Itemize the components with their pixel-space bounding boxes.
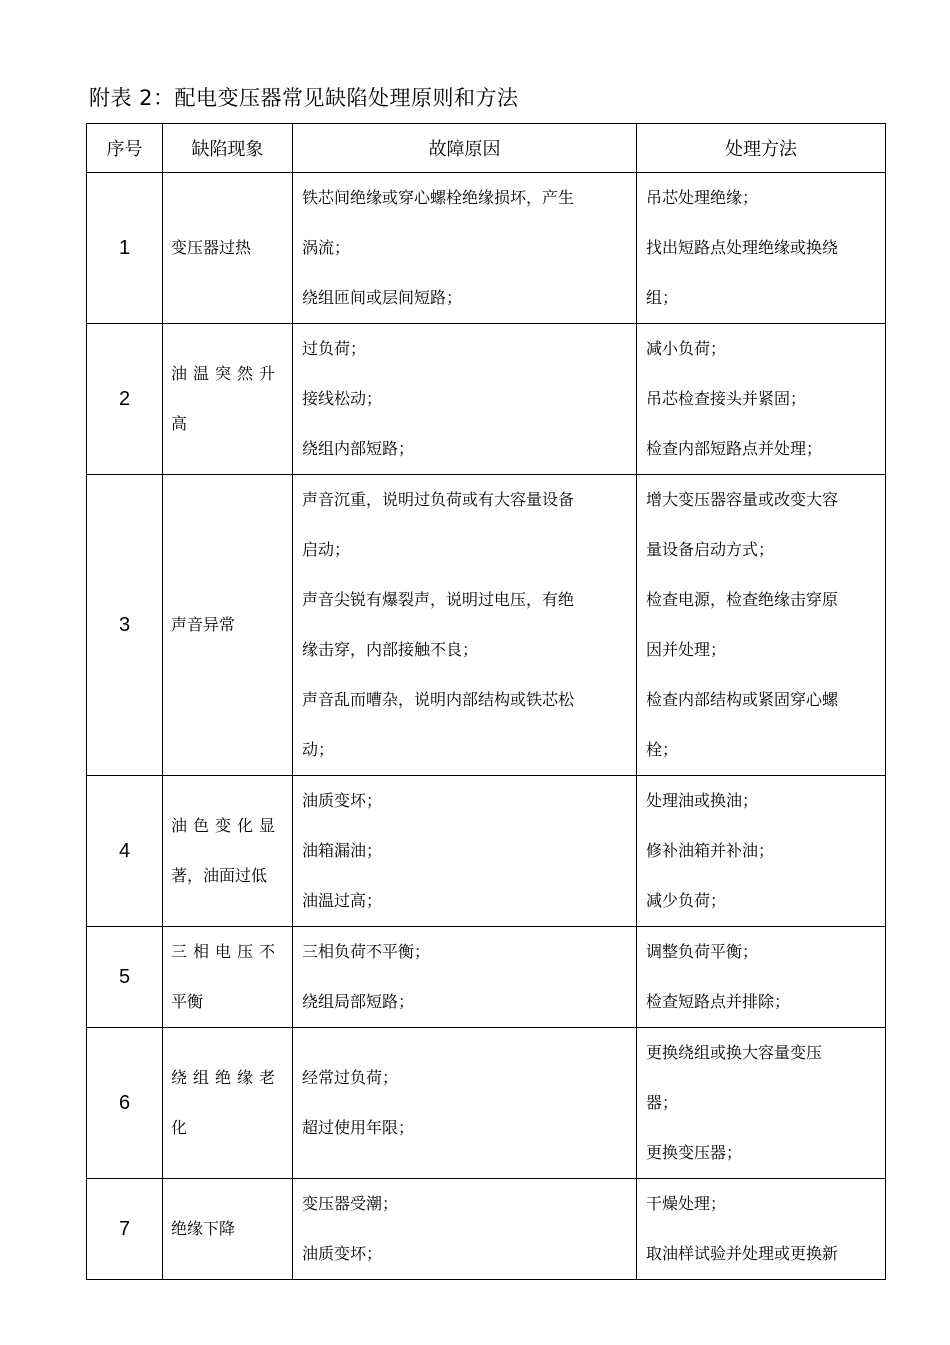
cause-line: 缘击穿，内部接触不良； <box>302 640 479 659</box>
method-line: 栓； <box>646 740 679 759</box>
cause-cell <box>293 173 637 324</box>
defect-table <box>86 123 886 1280</box>
cause-line: 超过使用年限； <box>302 1118 415 1137</box>
table-row <box>87 475 886 776</box>
cause-line: 涡流； <box>302 238 351 257</box>
method-line: 吊芯检查接头并紧固； <box>646 389 807 408</box>
table-row <box>87 776 886 927</box>
row-number: 2 <box>87 324 163 475</box>
method-line: 检查电源，检查绝缘击穿原 <box>646 590 839 609</box>
cause-line: 绕组局部短路； <box>302 992 415 1011</box>
method-line: 减小负荷； <box>646 339 727 358</box>
method-line: 减少负荷； <box>646 891 727 910</box>
row-number: 4 <box>87 776 163 927</box>
row-number: 5 <box>87 927 163 1028</box>
cause-line: 声音尖锐有爆裂声，说明过电压，有绝 <box>302 590 575 609</box>
row-number: 1 <box>87 173 163 324</box>
symptom-line: 绝缘下降 <box>171 1219 236 1238</box>
method-cell <box>637 1179 886 1280</box>
page-title: 附表 2：配电变压器常见缺陷处理原则和方法 <box>89 86 519 110</box>
method-line: 调整负荷平衡； <box>646 942 759 961</box>
method-line: 因并处理； <box>646 640 727 659</box>
method-line: 修补油箱并补油； <box>646 841 775 860</box>
table-row <box>87 1028 886 1179</box>
method-line: 量设备启动方式； <box>646 540 775 559</box>
symptom-cell <box>163 173 293 324</box>
table-row <box>87 324 886 475</box>
method-line: 增大变压器容量或改变大容 <box>646 490 839 509</box>
symptom-cell <box>163 1179 293 1280</box>
method-line: 找出短路点处理绝缘或换绕 <box>646 238 839 257</box>
symptom-line: 油温突然升 <box>171 364 282 383</box>
cause-line: 绕组匝间或层间短路； <box>302 288 463 307</box>
cause-line: 变压器受潮； <box>302 1194 399 1213</box>
cause-line: 接线松动； <box>302 389 383 408</box>
header-method: 处理方法 <box>637 124 886 173</box>
method-cell <box>637 475 886 776</box>
symptom-line: 声音异常 <box>171 615 236 634</box>
method-line: 检查内部结构或紧固穿心螺 <box>646 690 839 709</box>
symptom-line: 变压器过热 <box>171 238 252 257</box>
symptom-line: 绕组绝缘老 <box>171 1068 282 1087</box>
cause-line: 油质变坏； <box>302 1244 383 1263</box>
cause-cell <box>293 927 637 1028</box>
cause-line: 经常过负荷； <box>302 1068 399 1087</box>
method-line: 取油样试验并处理或更换新 <box>646 1244 839 1263</box>
cause-line: 声音乱而嘈杂，说明内部结构或铁芯松 <box>302 690 575 709</box>
cause-cell <box>293 475 637 776</box>
method-cell <box>637 1028 886 1179</box>
symptom-line: 油色变化显 <box>171 816 282 835</box>
symptom-line: 三相电压不 <box>171 942 282 961</box>
header-symptom: 缺陷现象 <box>163 124 293 173</box>
table-row <box>87 1179 886 1280</box>
symptom-line: 平衡 <box>171 992 204 1011</box>
cause-cell <box>293 1179 637 1280</box>
symptom-line: 著，油面过低 <box>171 866 268 885</box>
cause-line: 油质变坏； <box>302 791 383 810</box>
method-cell <box>637 173 886 324</box>
symptom-cell <box>163 475 293 776</box>
symptom-line: 高 <box>171 414 188 433</box>
table-header-row <box>87 124 886 173</box>
method-cell <box>637 324 886 475</box>
method-line: 更换变压器； <box>646 1143 743 1162</box>
method-line: 吊芯处理绝缘； <box>646 188 759 207</box>
cause-line: 动； <box>302 740 335 759</box>
symptom-cell <box>163 324 293 475</box>
row-number: 3 <box>87 475 163 776</box>
table-row <box>87 173 886 324</box>
header-no: 序号 <box>87 124 163 173</box>
method-cell <box>637 927 886 1028</box>
cause-line: 油箱漏油； <box>302 841 383 860</box>
method-line: 处理油或换油； <box>646 791 759 810</box>
method-cell <box>637 776 886 927</box>
table-row <box>87 927 886 1028</box>
cause-cell <box>293 324 637 475</box>
method-line: 检查短路点并排除； <box>646 992 791 1011</box>
cause-line: 声音沉重，说明过负荷或有大容量设备 <box>302 490 575 509</box>
row-number: 7 <box>87 1179 163 1280</box>
method-line: 器； <box>646 1093 679 1112</box>
method-line: 干燥处理； <box>646 1194 727 1213</box>
cause-line: 过负荷； <box>302 339 367 358</box>
cause-cell <box>293 776 637 927</box>
symptom-cell <box>163 927 293 1028</box>
cause-line: 三相负荷不平衡； <box>302 942 431 961</box>
cause-line: 绕组内部短路； <box>302 439 415 458</box>
method-line: 检查内部短路点并处理； <box>646 439 823 458</box>
cause-line: 油温过高； <box>302 891 383 910</box>
symptom-line: 化 <box>171 1118 188 1137</box>
cause-cell <box>293 1028 637 1179</box>
method-line: 组； <box>646 288 679 307</box>
row-number: 6 <box>87 1028 163 1179</box>
cause-line: 铁芯间绝缘或穿心螺栓绝缘损坏，产生 <box>302 188 575 207</box>
header-cause: 故障原因 <box>293 124 637 173</box>
method-line: 更换绕组或换大容量变压 <box>646 1043 823 1062</box>
symptom-cell <box>163 776 293 927</box>
symptom-cell <box>163 1028 293 1179</box>
cause-line: 启动； <box>302 540 351 559</box>
